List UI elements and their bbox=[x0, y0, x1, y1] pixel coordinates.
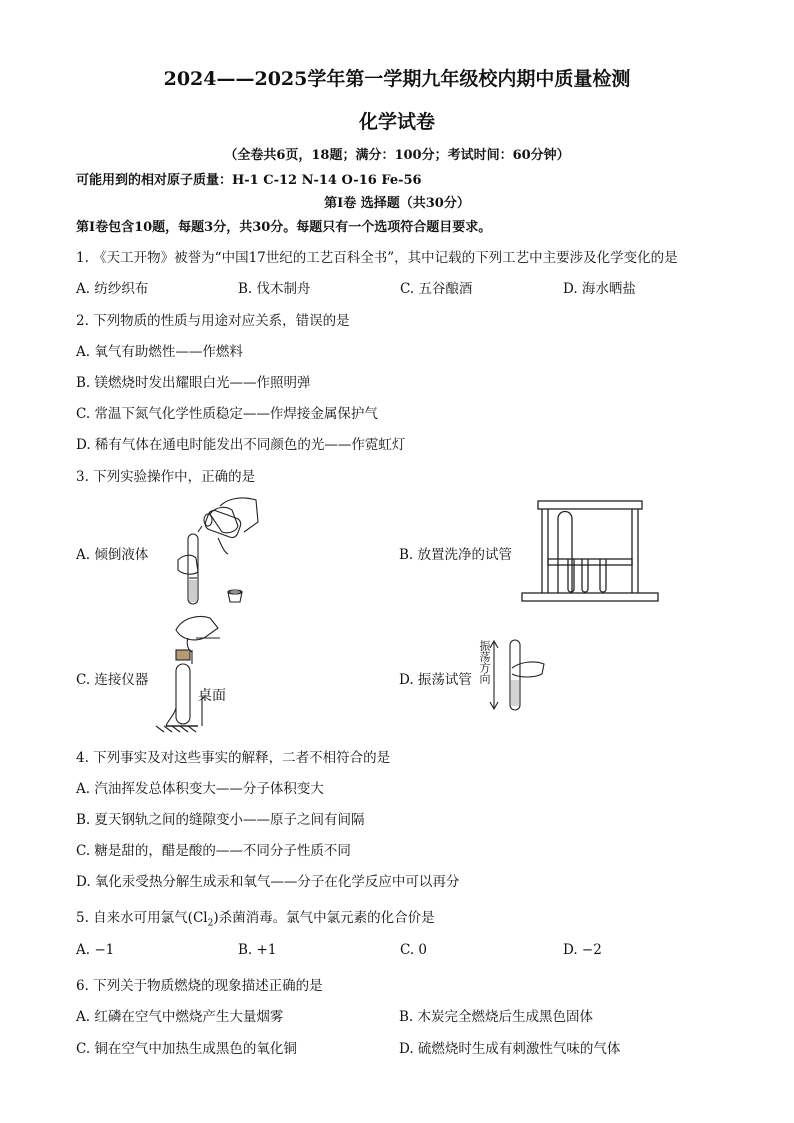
q4-option-b[interactable]: B. 夏天钢轨之间的缝隙变小——原子之间有间隔 bbox=[76, 812, 365, 828]
q2-option-a[interactable]: A. 氧气有助燃性——作燃料 bbox=[76, 344, 243, 360]
question-6-stem: 6. 下列关于物质燃烧的现象描述正确的是 bbox=[76, 978, 323, 994]
q3-option-c[interactable]: C. 连接仪器 bbox=[76, 672, 149, 688]
test-tube-rack-figure bbox=[520, 497, 660, 605]
connecting-apparatus-figure bbox=[146, 608, 248, 734]
q1-option-b[interactable]: B. 伐木制舟 bbox=[238, 281, 311, 297]
desk-label: 桌面 bbox=[198, 687, 226, 703]
q5-option-d[interactable]: D. −2 bbox=[563, 942, 602, 958]
q2-option-c[interactable]: C. 常温下氮气化学性质稳定——作焊接金属保护气 bbox=[76, 406, 378, 422]
q5-option-c[interactable]: C. 0 bbox=[400, 942, 428, 958]
shake-direction-label: 振荡方向 bbox=[478, 640, 491, 684]
exam-info: （全卷共6页，18题；满分：100分；考试时间：60分钟） bbox=[224, 148, 570, 163]
q4-option-c[interactable]: C. 糖是甜的，醋是酸的——不同分子性质不同 bbox=[76, 843, 351, 859]
q2-option-b[interactable]: B. 镁燃烧时发出耀眼白光——作照明弹 bbox=[76, 375, 311, 391]
q5-option-b[interactable]: B. +1 bbox=[238, 942, 277, 958]
q5-stem-pre: 5. 自来水可用氯气 bbox=[76, 910, 188, 926]
q6-option-d[interactable]: D. 硫燃烧时生成有刺激性气味的气体 bbox=[399, 1041, 621, 1057]
question-1-stem: 1. 《天工开物》被誉为“中国17世纪的工艺百科全书”，其中记载的下列工艺中主要涉及化学变化的是 bbox=[76, 250, 678, 266]
chlorine-formula: $(Cl_2)$ bbox=[187, 910, 219, 929]
question-4-stem: 4. 下列事实及对这些事实的解释，二者不相符合的是 bbox=[76, 750, 391, 766]
q5-option-a[interactable]: A. −1 bbox=[76, 942, 115, 958]
q5-stem-post: 杀菌消毒。氯气中氯元素的化合价是 bbox=[218, 910, 435, 926]
pouring-liquid-figure bbox=[158, 492, 264, 612]
exam-title: 2024——2025学年第一学期九年级校内期中质量检测 bbox=[163, 68, 631, 90]
exam-subtitle: 化学试卷 bbox=[358, 111, 435, 133]
q1-option-a[interactable]: A. 纺纱织布 bbox=[76, 281, 149, 297]
atomic-masses: 可能用到的相对原子质量：H-1 C-12 N-14 O-16 Fe-56 bbox=[76, 173, 422, 188]
q6-option-b[interactable]: B. 木炭完全燃烧后生成黑色固体 bbox=[399, 1009, 594, 1025]
q3-option-a[interactable]: A. 倾倒液体 bbox=[76, 547, 149, 563]
question-5-stem bbox=[76, 906, 435, 929]
q1-option-c[interactable]: C. 五谷酿酒 bbox=[400, 281, 473, 297]
question-2-stem: 2. 下列物质的性质与用途对应关系，错误的是 bbox=[76, 313, 350, 329]
q4-option-a[interactable]: A. 汽油挥发总体积变大——分子体积变大 bbox=[76, 781, 324, 797]
q3-option-b[interactable]: B. 放置洗净的试管 bbox=[399, 547, 513, 563]
q1-option-d[interactable]: D. 海水晒盐 bbox=[563, 281, 636, 297]
q6-option-a[interactable]: A. 红磷在空气中燃烧产生大量烟雾 bbox=[76, 1009, 284, 1025]
question-3-stem: 3. 下列实验操作中，正确的是 bbox=[76, 469, 256, 485]
section-title: 第Ⅰ卷 选择题（共30分） bbox=[324, 196, 470, 211]
q6-option-c[interactable]: C. 铜在空气中加热生成黑色的氧化铜 bbox=[76, 1041, 297, 1057]
q3-option-d[interactable]: D. 振荡试管 bbox=[399, 672, 472, 688]
q2-option-d[interactable]: D. 稀有气体在通电时能发出不同颜色的光——作霓虹灯 bbox=[76, 437, 406, 453]
section-instruction: 第Ⅰ卷包含10题，每题3分，共30分。每题只有一个选项符合题目要求。 bbox=[76, 220, 492, 235]
q4-option-d[interactable]: D. 氧化汞受热分解生成汞和氧气——分子在化学反应中可以再分 bbox=[76, 874, 460, 890]
